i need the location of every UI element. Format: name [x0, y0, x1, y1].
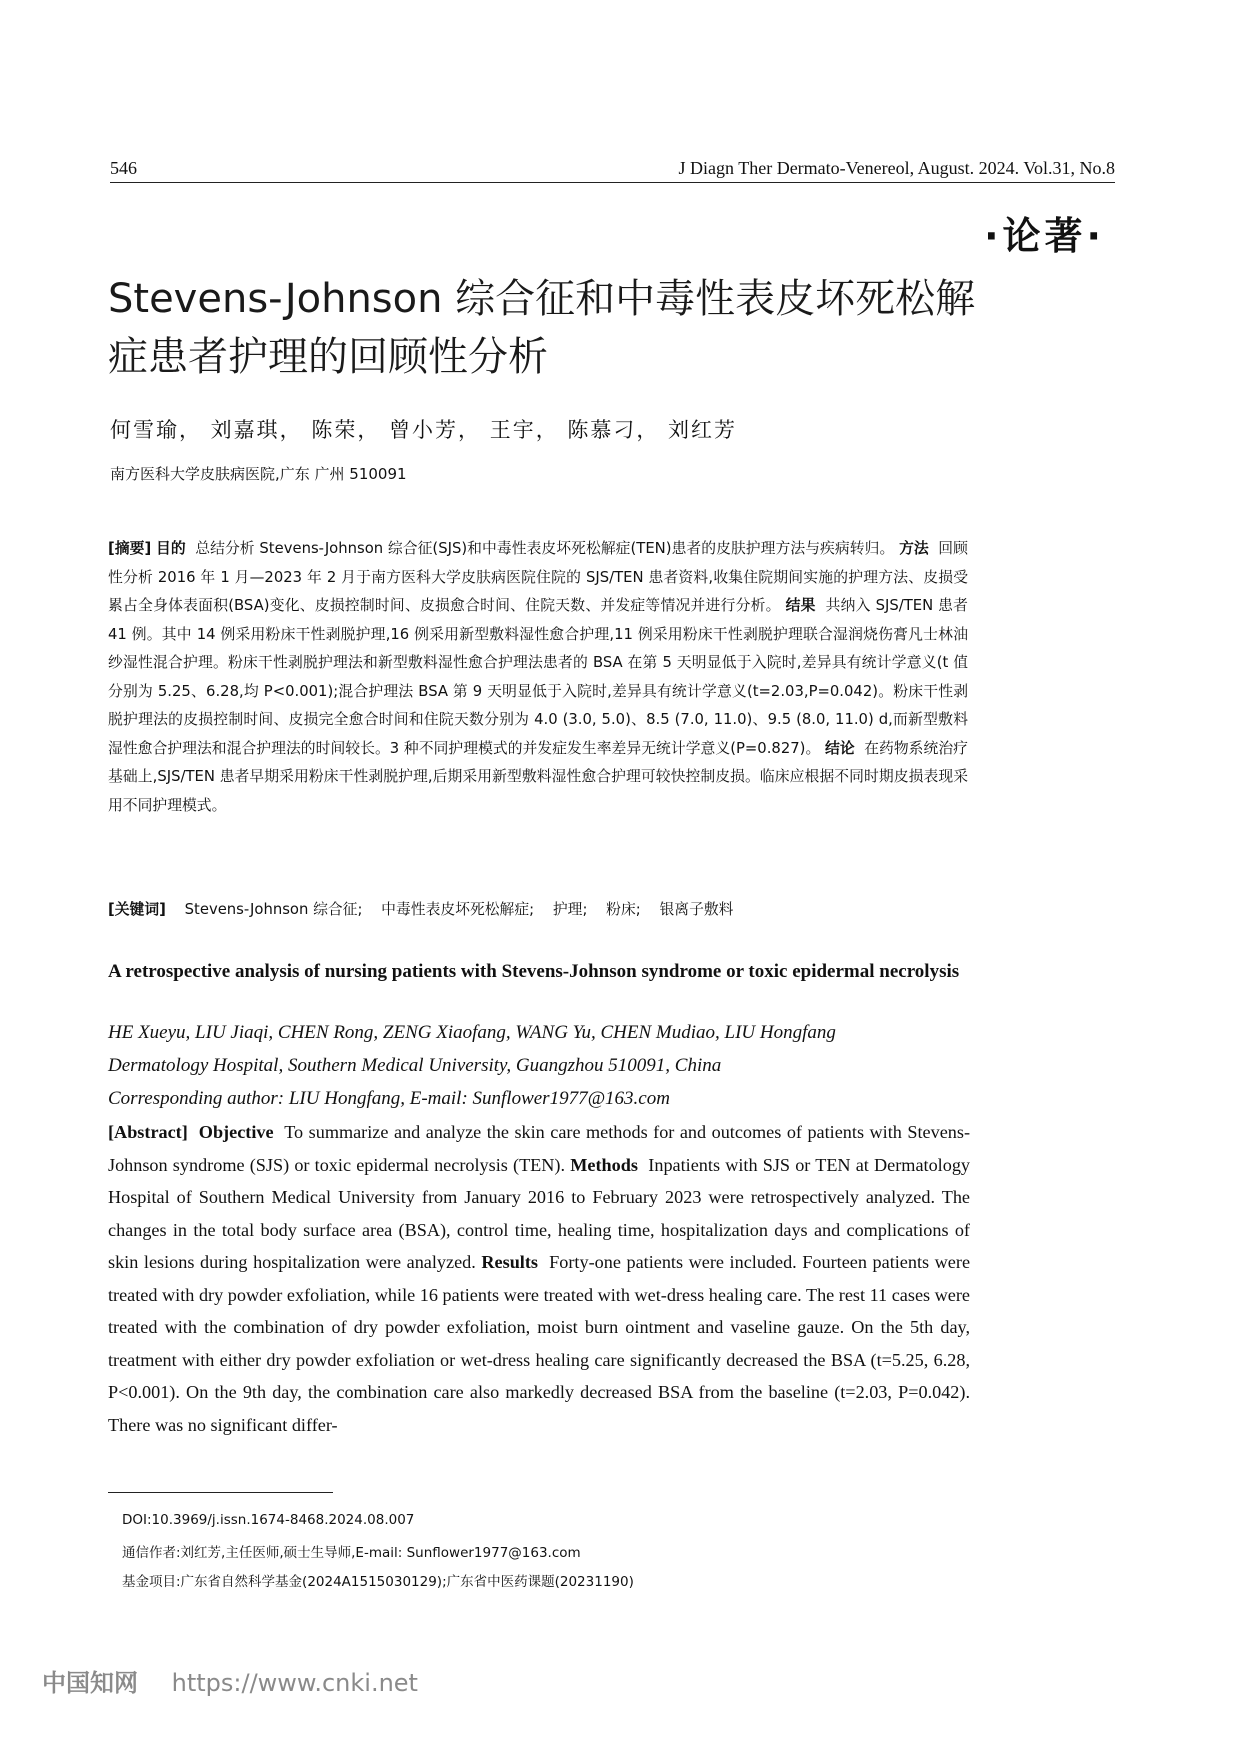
objective-en-label: Objective: [198, 1122, 274, 1142]
cnki-url[interactable]: https://www.cnki.net: [171, 1669, 418, 1697]
methods-cn-text: 回顾性分析 2016 年 1 月—2023 年 2 月于南方医科大学皮肤病医院住院的 SJS/TEN 患者资料,收集住院期间实施的护理方法、皮损受累占全身体表面积(BSA)变化、皮损控制时间、皮损愈合时间、住院天数、并发症等情况并进行分析。: [108, 540, 968, 614]
objective-en-text: To summarize and analyze the skin care methods for and outcomes of patients with Stevens-Johnson syndrome (SJS) or toxic epidermal necrolysis (TEN).: [108, 1122, 971, 1175]
methods-cn-label: 方法: [899, 540, 929, 557]
article-title-cn: Stevens-Johnson 综合征和中毒性表皮坏死松解症患者护理的回顾性分析: [108, 276, 976, 380]
results-en-label: Results: [481, 1252, 538, 1272]
authors-en: HE Xueyu, LIU Jiaqi, CHEN Rong, ZENG Xiaofang, WANG Yu, CHEN Mudiao, LIU Hongfang: [108, 1022, 836, 1043]
results-cn-label: 结果: [785, 597, 816, 614]
cnki-watermark: [42, 1663, 418, 1698]
abstract-cn: [108, 535, 968, 820]
affiliation-en: Dermatology Hospital, Southern Medical University, Guangzhou 510091, China: [108, 1055, 722, 1076]
keywords-cn: [108, 898, 968, 919]
authors-cn: 何雪瑜， 刘嘉琪， 陈荣， 曾小芳， 王宇， 陈慕刁， 刘红芳: [110, 418, 738, 442]
page-number: 546: [110, 158, 137, 178]
journal-reference: J Diagn Ther Dermato-Venereol, August. 2024. Vol.31, No.8: [678, 158, 1115, 178]
footnote-corresponding: 通信作者:刘红芳,主任医师,硕士生导师,E-mail: Sunflower1977@163.com: [122, 1545, 581, 1561]
keyword: 银离子敷料: [659, 901, 734, 918]
footnote-funding: 基金项目:广东省自然科学基金(2024A1515030129);广东省中医药课题(20231190): [122, 1574, 634, 1590]
methods-en-text: Inpatients with SJS or TEN at Dermatology Hospital of Southern Medical University from January 2016 to February 2023 were retrospectively analyzed. The changes in the total body surface area (BSA), control time, healing time, hospitalization days and complications of skin lesions during hospitalization were analyzed.: [108, 1154, 971, 1272]
objective-cn-text: 总结分析 Stevens-Johnson 综合征(SJS)和中毒性表皮坏死松解症(TEN)患者的皮肤护理方法与疾病转归。: [195, 540, 895, 557]
running-head: [110, 158, 1115, 183]
results-cn-text: 共纳入 SJS/TEN 患者 41 例。其中 14 例采用粉床干性剥脱护理,16 例采用新型敷料湿性愈合护理,11 例采用粉床干性剥脱护理联合湿润烧伤膏凡士林油纱湿性混合护理。粉床干性剥脱护理法和新型敷料湿性愈合护理法患者的 BSA 在第 5 天明显低于入院时,差异具有统计学意义(t 值分别为 5.25、6.28,均 P<0.001);混合护理法 BSA 第 9 天明显低于入院时,差异具有统计学意义(t=2.03,P=0.042)。粉床干性剥脱护理法的皮损控制时间、皮损完全愈合时间和住院天数分别为 4.0 (3.0, 5.0)、8.5 (7.0, 11.0)、9.5 (8.0, 11.0) d,而新型敷料湿性愈合护理法和混合护理法的时间较长。3 种不同护理模式的并发症发生率差异无统计学意义(P=0.827)。: [108, 597, 968, 757]
corresponding-author-en: Corresponding author: LIU Hongfang, E-mail: Sunflower1977@163.com: [108, 1088, 670, 1109]
affiliation-cn: 南方医科大学皮肤病医院,广东 广州 510091: [110, 465, 407, 483]
methods-en-label: Methods: [570, 1154, 638, 1175]
objective-cn-label: 目的: [156, 540, 186, 557]
keyword: Stevens-Johnson 综合征;: [184, 901, 363, 918]
conclusion-cn-label: 结论: [825, 739, 855, 757]
keyword: 粉床;: [606, 901, 641, 918]
footnote-doi: DOI:10.3969/j.issn.1674-8468.2024.08.007: [122, 1512, 415, 1528]
keywords-cn-label: [关键词]: [108, 901, 166, 918]
abstract-en: [108, 1116, 970, 1441]
article-title-en: A retrospective analysis of nursing patients with Stevens-Johnson syndrome or toxic epidermal necrolysis: [108, 961, 960, 982]
results-en-text: Forty-one patients were included. Fourteen patients were treated with dry powder exfoliation, while 16 patients were treated with wet-dress healing care. The rest 11 cases were treated with the combination of dry powder exfoliation, moist burn ointment and vaseline gauze. On the 5th day, treatment with either dry powder exfoliation or wet-dress healing care significantly decreased the BSA (t=5.25, 6.28, P<0.001). On the 9th day, the combination care also markedly decreased BSA from the baseline (t=2.03, P=0.042). There was no significant differ-: [108, 1252, 971, 1435]
keyword: 护理;: [552, 901, 588, 918]
conclusion-cn-text: 在药物系统治疗基础上,SJS/TEN 患者早期采用粉床干性剥脱护理,后期采用新型敷料湿性愈合护理可较快控制皮损。临床应根据不同时期皮损表现采用不同护理模式。: [108, 739, 968, 814]
keyword: 中毒性表皮坏死松解症;: [381, 901, 535, 918]
cnki-logo: 中国知网: [42, 1669, 138, 1697]
abstract-cn-label: [摘要]: [108, 540, 152, 557]
abstract-en-label: [Abstract]: [108, 1122, 188, 1142]
footnote-divider: [108, 1492, 333, 1493]
section-tag: ·论著·: [984, 214, 1105, 258]
